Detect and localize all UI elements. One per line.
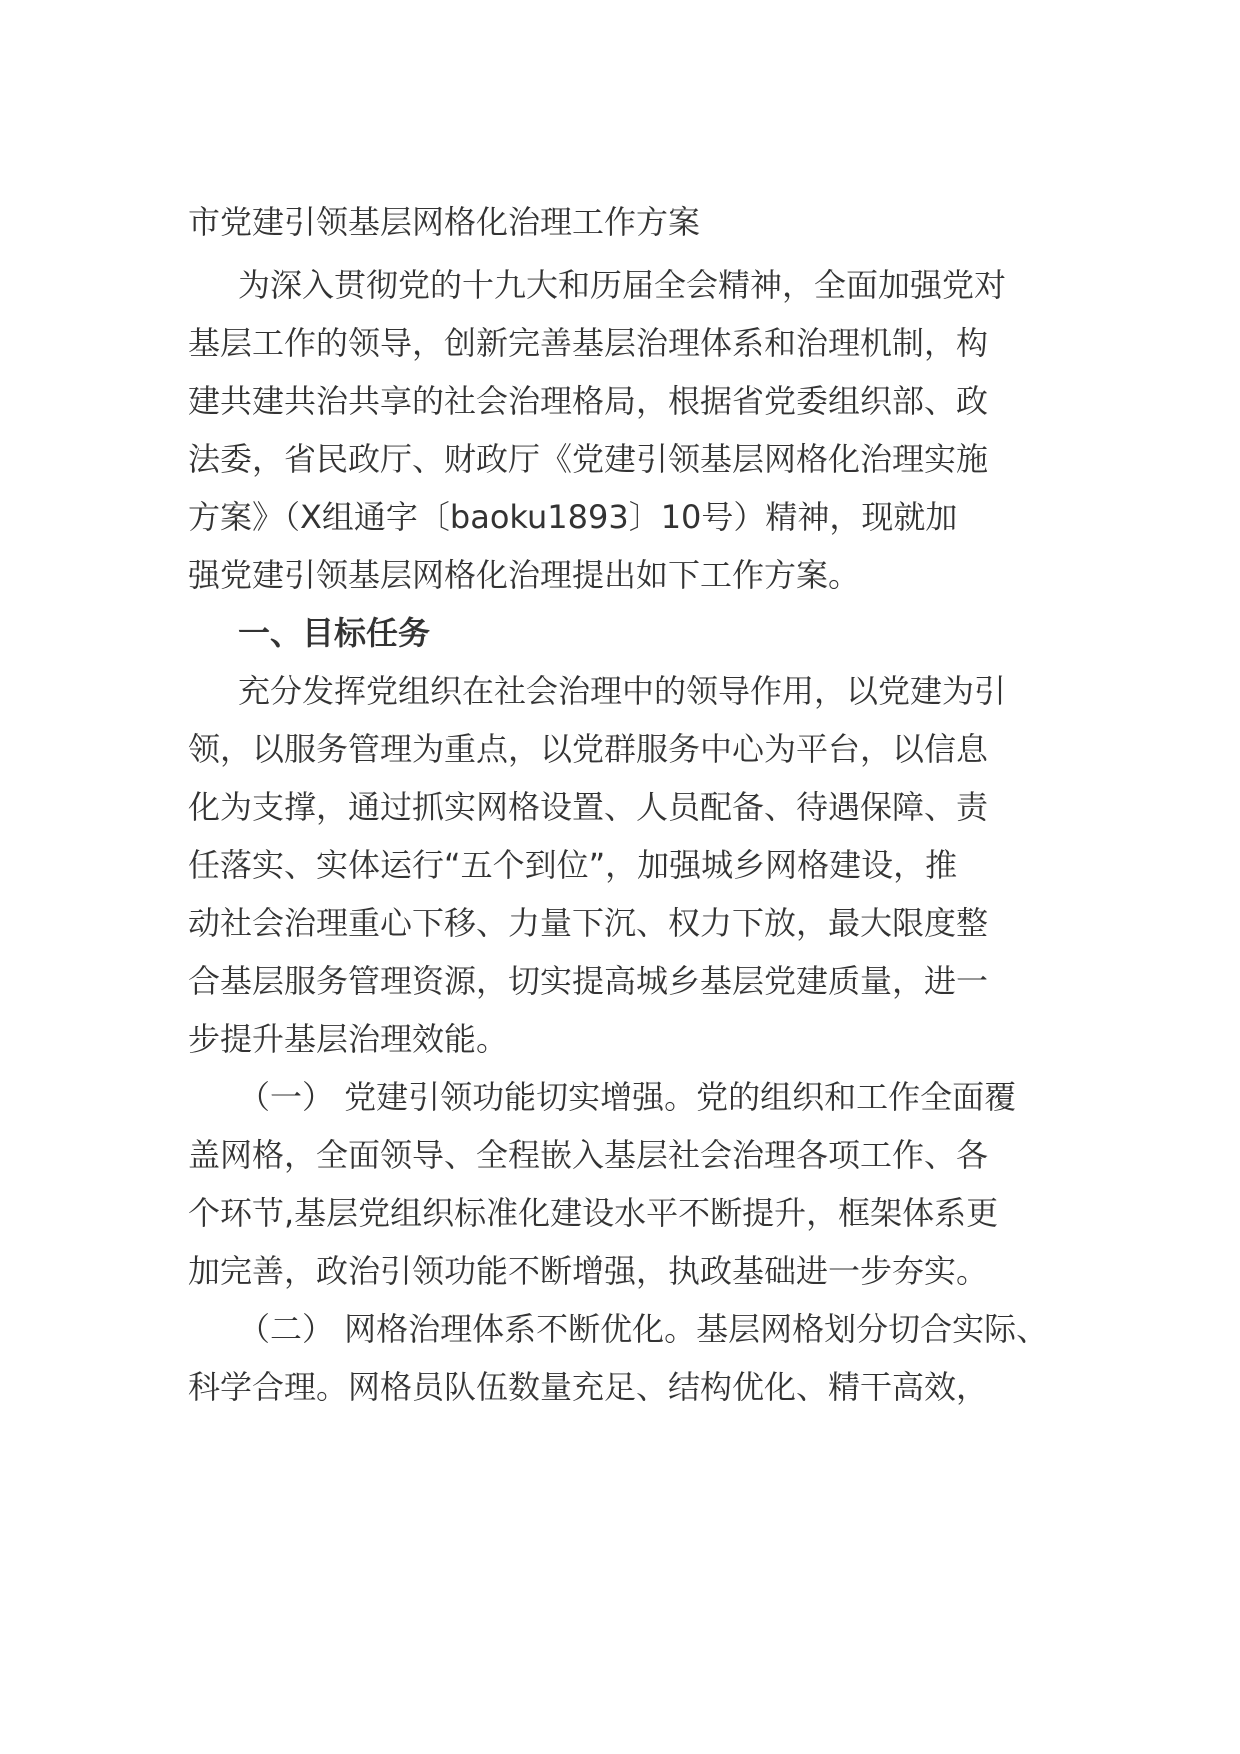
- item1-line-2: 盖网格，全面领导、全程嵌入基层社会治理各项工作、各: [188, 1136, 989, 1174]
- intro-line-4: 法委，省民政厅、财政厅《党建引领基层网格化治理实施: [188, 440, 989, 478]
- section1-line-6: 合基层服务管理资源，切实提高城乡基层党建质量，进一: [188, 962, 989, 1000]
- intro-line-6: 强党建引领基层网格化治理提出如下工作方案。: [188, 556, 861, 594]
- item1-line-4: 加完善，政治引领功能不断增强，执政基础进一步夯实。: [188, 1252, 989, 1290]
- document-title: 市党建引领基层网格化治理工作方案: [188, 203, 701, 241]
- intro-line-1: 为深入贯彻党的十九大和历届全会精神，全面加强党对: [238, 266, 1007, 304]
- section1-line-4: 任落实、实体运行“五个到位”，加强城乡网格建设，推: [188, 846, 958, 884]
- item2-line-1: （二） 网格治理体系不断优化。基层网格划分切合实际、: [238, 1310, 1049, 1348]
- section1-line-5: 动社会治理重心下移、力量下沉、权力下放，最大限度整: [188, 904, 989, 942]
- intro-line-3: 建共建共治共享的社会治理格局，根据省党委组织部、政: [188, 382, 989, 420]
- section-heading-goals: 一、目标任务: [238, 614, 431, 652]
- intro-line-5: 方案》（X组通字〔baoku1893〕10号）精神，现就加: [188, 498, 958, 536]
- section1-line-1: 充分发挥党组织在社会治理中的领导作用，以党建为引: [238, 672, 1007, 710]
- section1-line-2: 领，以服务管理为重点，以党群服务中心为平台，以信息: [188, 730, 989, 768]
- section1-line-3: 化为支撑，通过抓实网格设置、人员配备、待遇保障、责: [188, 788, 989, 826]
- intro-line-2: 基层工作的领导，创新完善基层治理体系和治理机制，构: [188, 324, 989, 362]
- item2-line-2: 科学合理。网格员队伍数量充足、结构优化、精干高效，: [188, 1368, 989, 1406]
- item1-line-1: （一） 党建引领功能切实增强。党的组织和工作全面覆: [238, 1078, 1017, 1116]
- section1-line-7: 步提升基层治理效能。: [188, 1020, 509, 1058]
- item1-line-3: 个环节,基层党组织标准化建设水平不断提升，框架体系更: [188, 1194, 999, 1232]
